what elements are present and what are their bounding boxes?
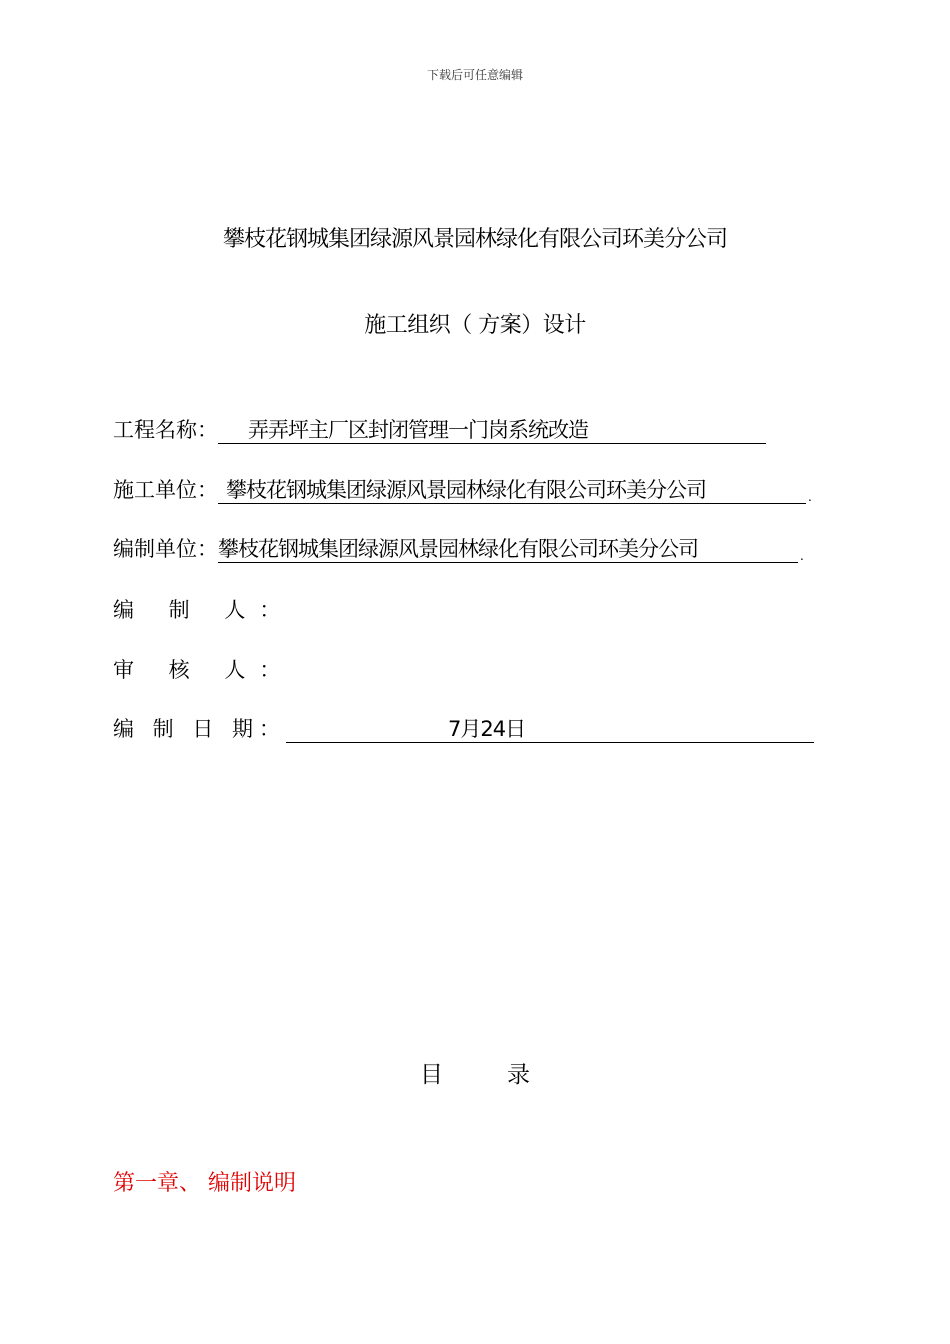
compiling-unit-label: 编制单位： — [113, 537, 218, 561]
compiling-unit-row — [113, 533, 804, 563]
construction-unit-value: 攀枝花钢城集团绿源风景园林绿化有限公司环美分公司 — [218, 478, 806, 504]
toc-heading: 目录 — [420, 1062, 594, 1088]
construction-unit-row — [113, 474, 812, 504]
reviewer-row — [113, 654, 294, 684]
compiling-unit-value: 攀枝花钢城集团绿源风景园林绿化有限公司环美分公司 — [218, 537, 798, 563]
document-title: 施工组织（ 方案）设计 — [364, 313, 586, 338]
compile-date-label: 编 制 日 期： — [113, 717, 287, 741]
company-title: 攀枝花钢城集团绿源风景园林绿化有限公司环美分公司 — [222, 227, 727, 252]
project-name-label: 工程名称： — [113, 418, 218, 442]
project-name-row — [113, 414, 766, 444]
compiler-label: 编 制 人： — [113, 598, 295, 622]
compiler-row — [113, 594, 294, 624]
construction-unit-label: 施工单位： — [113, 478, 218, 502]
underline-end-dot: . — [808, 490, 812, 504]
header-note: 下载后可任意编辑 — [426, 68, 523, 82]
reviewer-label: 审 核 人： — [113, 658, 295, 682]
compile-date-value: 7月24日 — [286, 717, 814, 743]
project-name-value: 弄弄坪主厂区封闭管理一门岗系统改造 — [218, 418, 766, 444]
chapter-1-heading: 第一章、 编制说明 — [113, 1171, 296, 1196]
compile-date-row — [113, 713, 814, 743]
underline-end-dot: . — [800, 549, 804, 563]
